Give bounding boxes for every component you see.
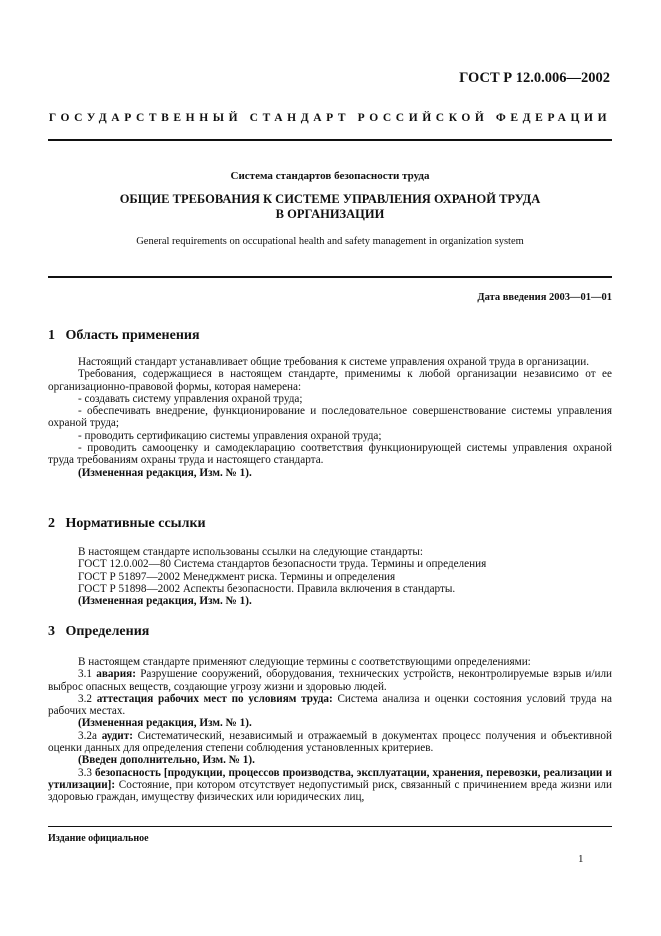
- change-note: (Измененная редакция, Изм. № 1).: [78, 595, 252, 608]
- paragraph: В настоящем стандарте применяют следующие термины с соответствующими определениями:: [78, 656, 531, 668]
- list-item: - создавать систему управления охраной труда;: [78, 392, 303, 405]
- reference-item: ГОСТ Р 51897—2002 Менеджмент риска. Термины и определения: [78, 570, 396, 583]
- definition-3-3: 3.3 безопасность [продукции, процессов производства, эксплуатации, хранения, перевозки, реализации и утилизации]: Состояние, при котором отсутствует недопустимый риск, связанный с причинением вреда жизни или здоровью граждан, имуществу физических или юридических лиц,: [48, 766, 612, 804]
- term: авария:: [96, 668, 136, 681]
- term: аудит:: [101, 729, 133, 742]
- middle-rule: [48, 276, 612, 278]
- english-title: General requirements on occupational health and safety management in organization system: [136, 236, 524, 247]
- reference-item: ГОСТ Р 51898—2002 Аспекты безопасности. Правила включения в стандарты.: [78, 582, 456, 595]
- footer-rule: [48, 826, 612, 827]
- definition-3-2a: 3.2а аудит: Систематический, независимый и отражаемый в документах процесс получения и объективной оценки данных для определения степени соблюдения установленных критериев.: [48, 729, 613, 755]
- term: безопасность [продукции, процессов производства, эксплуатации, хранения, перевозки, реализации и утилизации]:: [48, 766, 612, 791]
- list-item: - обеспечивать внедрение, функционирование и последовательное совершенствование системы управления охраной труда;: [48, 405, 612, 430]
- top-rule: [48, 139, 612, 141]
- document-title: [48, 192, 612, 222]
- title-line-1: ОБЩИЕ ТРЕБОВАНИЯ К СИСТЕМЕ УПРАВЛЕНИЯ ОХРАНОЙ ТРУДА: [119, 192, 541, 206]
- section-1-heading: 1 Область применения: [48, 328, 200, 343]
- state-standard-heading: ГОСУДАРСТВЕННЫЙ СТАНДАРТ РОССИЙСКОЙ ФЕДЕРАЦИИ: [48, 112, 612, 124]
- definition-3-2: 3.2 аттестация рабочих мест по условиям труда: Система анализа и оценки состояния условий труда на рабочих местах.: [48, 692, 613, 718]
- title-line-2: В ОРГАНИЗАЦИИ: [275, 207, 385, 221]
- introduction-date: Дата введения 2003—01—01: [477, 292, 612, 303]
- paragraph: Настоящий стандарт устанавливает общие требования к системе управления охраной труда в организации.: [78, 356, 590, 368]
- reference-item: ГОСТ 12.0.002—80 Система стандартов безопасности труда. Термины и определения: [78, 558, 487, 571]
- section-3-body: [48, 656, 612, 804]
- paragraph: Требования, содержащиеся в настоящем стандарте, применимы к любой организации независимо от ее организационно-правовой формы, которая намерена:: [48, 368, 612, 393]
- definition-3-1: 3.1 авария: Разрушение сооружений, оборудования, технических устройств, неконтролируемые взрыв и/или выброс опасных веществ, создающие угрозу жизни и здоровью людей.: [48, 668, 613, 693]
- term: аттестация рабочих мест по условиям труда:: [96, 692, 333, 705]
- change-note: (Введен дополнительно, Изм. № 1).: [78, 754, 255, 767]
- list-item: - проводить самооценку и самодекларацию соответствия функционирующей системы управления охраной труда требованиям охраны труда и настоящего стандарта.: [48, 442, 612, 467]
- section-2-body: [48, 546, 612, 607]
- change-note: (Измененная редакция, Изм. № 1).: [78, 466, 252, 479]
- section-2-heading: 2 Нормативные ссылки: [48, 516, 206, 531]
- standards-system: Система стандартов безопасности труда: [230, 170, 430, 182]
- gost-number: ГОСТ Р 12.0.006—2002: [459, 70, 610, 86]
- official-edition: Издание официальное: [48, 833, 149, 844]
- section-3-heading: 3 Определения: [48, 624, 150, 639]
- list-item: - проводить сертификацию системы управления охраной труда;: [78, 429, 382, 442]
- change-note: (Измененная редакция, Изм. № 1).: [78, 717, 252, 730]
- page-number: 1: [578, 853, 584, 865]
- paragraph: В настоящем стандарте использованы ссылки на следующие стандарты:: [78, 546, 423, 558]
- section-1-body: [48, 356, 612, 479]
